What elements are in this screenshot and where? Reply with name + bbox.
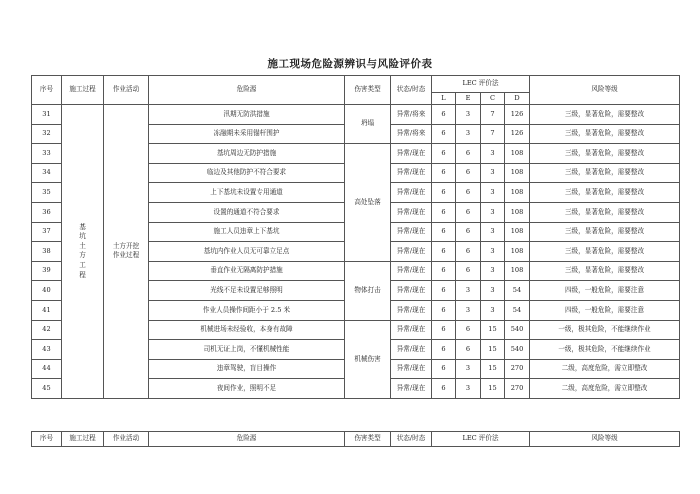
row-c: 7 bbox=[481, 105, 505, 125]
row-l: 6 bbox=[432, 242, 456, 262]
row-d: 270 bbox=[505, 359, 530, 379]
row-hazard: 设置的通道不符合要求 bbox=[149, 202, 345, 222]
row-l: 6 bbox=[432, 105, 456, 125]
row-c: 3 bbox=[481, 163, 505, 183]
footer-state: 状态/时态 bbox=[391, 432, 432, 447]
row-c: 15 bbox=[481, 340, 505, 360]
row-hazard: 临边及其他防护不符合要求 bbox=[149, 163, 345, 183]
row-risk: 三级，显著危险，需要整改 bbox=[530, 144, 680, 164]
hazard-table bbox=[31, 75, 680, 399]
row-d: 108 bbox=[505, 261, 530, 281]
table-body bbox=[32, 105, 680, 399]
row-hazard: 作业人员操作间距小于 2.5 米 bbox=[149, 300, 345, 320]
row-d: 54 bbox=[505, 281, 530, 301]
process-cell bbox=[62, 105, 104, 399]
header-process: 施工过程 bbox=[62, 76, 104, 105]
row-risk: 三级，显著危险，需要整改 bbox=[530, 124, 680, 144]
row-risk: 三级，显著危险，需要整改 bbox=[530, 105, 680, 125]
row-seq: 41 bbox=[32, 300, 62, 320]
row-e: 6 bbox=[456, 261, 481, 281]
row-hazard: 机械进场未经验收，本身有故障 bbox=[149, 320, 345, 340]
header-lec: LEC 评价法 bbox=[432, 76, 530, 93]
header-state: 状态/时态 bbox=[391, 76, 432, 105]
row-d: 108 bbox=[505, 242, 530, 262]
row-c: 3 bbox=[481, 222, 505, 242]
header-risk-level: 风险等级 bbox=[530, 76, 680, 105]
process-char: 土 bbox=[79, 241, 86, 250]
row-d: 108 bbox=[505, 163, 530, 183]
row-hazard: 基坑内作业人员无可靠立足点 bbox=[149, 242, 345, 262]
row-hazard: 垂直作业无隔离防护措施 bbox=[149, 261, 345, 281]
row-state: 异常/现在 bbox=[391, 202, 432, 222]
header-l: L bbox=[432, 93, 456, 105]
activity-cell bbox=[104, 105, 149, 399]
row-hazard: 违章驾驶，盲目操作 bbox=[149, 359, 345, 379]
row-state: 异常/现在 bbox=[391, 183, 432, 203]
row-seq: 43 bbox=[32, 340, 62, 360]
activity-line: 土方开挖 bbox=[112, 242, 140, 251]
injury-type-cell: 机械伤害 bbox=[345, 320, 391, 398]
row-d: 126 bbox=[505, 105, 530, 125]
header-seq: 序号 bbox=[32, 76, 62, 105]
row-risk: 四级，一般危险，需要注意 bbox=[530, 300, 680, 320]
row-d: 108 bbox=[505, 202, 530, 222]
row-state: 异常/现在 bbox=[391, 163, 432, 183]
page-title: 施工现场危险源辨识与风险评价表 bbox=[267, 58, 433, 70]
row-risk: 三级，显著危险，需要整改 bbox=[530, 222, 680, 242]
row-risk: 三级，显著危险，需要整改 bbox=[530, 183, 680, 203]
row-seq: 44 bbox=[32, 359, 62, 379]
row-seq: 40 bbox=[32, 281, 62, 301]
row-e: 6 bbox=[456, 163, 481, 183]
row-seq: 42 bbox=[32, 320, 62, 340]
header-e: E bbox=[456, 93, 481, 105]
row-hazard: 汛期无防洪措施 bbox=[149, 105, 345, 125]
row-seq: 34 bbox=[32, 163, 62, 183]
row-l: 6 bbox=[432, 163, 456, 183]
row-e: 3 bbox=[456, 379, 481, 399]
row-l: 6 bbox=[432, 340, 456, 360]
row-e: 3 bbox=[456, 359, 481, 379]
row-state: 异常/将来 bbox=[391, 105, 432, 125]
row-risk: 三级，显著危险，需要整改 bbox=[530, 261, 680, 281]
row-hazard: 冻融期未采用锚杆围护 bbox=[149, 124, 345, 144]
row-l: 6 bbox=[432, 124, 456, 144]
row-risk: 四级，一般危险，需要注意 bbox=[530, 281, 680, 301]
row-hazard: 夜间作业，照明不足 bbox=[149, 379, 345, 399]
row-c: 3 bbox=[481, 300, 505, 320]
row-seq: 35 bbox=[32, 183, 62, 203]
row-risk: 二级，高度危险，需立即整改 bbox=[530, 359, 680, 379]
row-state: 异常/现在 bbox=[391, 359, 432, 379]
row-state: 异常/现在 bbox=[391, 261, 432, 281]
row-e: 6 bbox=[456, 242, 481, 262]
row-c: 15 bbox=[481, 359, 505, 379]
row-c: 3 bbox=[481, 202, 505, 222]
row-risk: 三级，显著危险，需要整改 bbox=[530, 202, 680, 222]
row-l: 6 bbox=[432, 144, 456, 164]
row-c: 3 bbox=[481, 281, 505, 301]
row-state: 异常/现在 bbox=[391, 242, 432, 262]
row-state: 异常/现在 bbox=[391, 320, 432, 340]
row-risk: 二级，高度危险，需立即整改 bbox=[530, 379, 680, 399]
row-l: 6 bbox=[432, 300, 456, 320]
row-l: 6 bbox=[432, 202, 456, 222]
row-seq: 39 bbox=[32, 261, 62, 281]
process-char: 程 bbox=[79, 270, 86, 279]
activity-line: 作业过程 bbox=[112, 251, 140, 260]
row-e: 3 bbox=[456, 300, 481, 320]
process-char: 坑 bbox=[79, 232, 86, 241]
row-e: 6 bbox=[456, 202, 481, 222]
row-e: 6 bbox=[456, 222, 481, 242]
row-l: 6 bbox=[432, 261, 456, 281]
header-c: C bbox=[481, 93, 505, 105]
row-hazard: 基坑周边无防护措施 bbox=[149, 144, 345, 164]
row-risk: 三级，显著危险，需要整改 bbox=[530, 242, 680, 262]
footer-activity: 作业活动 bbox=[104, 432, 149, 447]
row-seq: 31 bbox=[32, 105, 62, 125]
row-hazard: 光线不足未设置足够照明 bbox=[149, 281, 345, 301]
header-activity: 作业活动 bbox=[104, 76, 149, 105]
row-l: 6 bbox=[432, 183, 456, 203]
row-seq: 37 bbox=[32, 222, 62, 242]
row-d: 270 bbox=[505, 379, 530, 399]
row-e: 6 bbox=[456, 183, 481, 203]
row-c: 15 bbox=[481, 320, 505, 340]
footer-seq: 序号 bbox=[32, 432, 62, 447]
header-injury-type: 伤害类型 bbox=[345, 76, 391, 105]
row-risk: 一级，极其危险，不能继续作业 bbox=[530, 340, 680, 360]
footer-hazard: 危险源 bbox=[149, 432, 345, 447]
row-e: 6 bbox=[456, 340, 481, 360]
row-l: 6 bbox=[432, 222, 456, 242]
row-e: 6 bbox=[456, 320, 481, 340]
injury-type-cell: 物体打击 bbox=[345, 261, 391, 320]
row-d: 108 bbox=[505, 222, 530, 242]
row-seq: 38 bbox=[32, 242, 62, 262]
row-l: 6 bbox=[432, 359, 456, 379]
injury-type-cell: 坍塌 bbox=[345, 105, 391, 144]
row-hazard: 上下基坑未设置专用通道 bbox=[149, 183, 345, 203]
row-seq: 33 bbox=[32, 144, 62, 164]
row-state: 异常/将来 bbox=[391, 124, 432, 144]
header-hazard: 危险源 bbox=[149, 76, 345, 105]
process-char: 基 bbox=[79, 222, 86, 231]
row-d: 54 bbox=[505, 300, 530, 320]
row-state: 异常/现在 bbox=[391, 222, 432, 242]
row-c: 3 bbox=[481, 242, 505, 262]
process-char: 方 bbox=[79, 251, 86, 260]
header-d: D bbox=[505, 93, 530, 105]
row-d: 126 bbox=[505, 124, 530, 144]
row-state: 异常/现在 bbox=[391, 340, 432, 360]
row-seq: 36 bbox=[32, 202, 62, 222]
row-d: 108 bbox=[505, 183, 530, 203]
row-state: 异常/现在 bbox=[391, 144, 432, 164]
row-state: 异常/现在 bbox=[391, 300, 432, 320]
row-seq: 45 bbox=[32, 379, 62, 399]
row-c: 3 bbox=[481, 183, 505, 203]
row-seq: 32 bbox=[32, 124, 62, 144]
row-state: 异常/现在 bbox=[391, 379, 432, 399]
row-d: 540 bbox=[505, 340, 530, 360]
footer-process: 施工过程 bbox=[62, 432, 104, 447]
footer-header-table bbox=[31, 431, 680, 447]
footer-risk-level: 风险等级 bbox=[530, 432, 680, 447]
row-hazard: 司机无证上岗，不懂机械性能 bbox=[149, 340, 345, 360]
row-hazard: 施工人员违章上下基坑 bbox=[149, 222, 345, 242]
row-risk: 三级，显著危险，需要整改 bbox=[530, 163, 680, 183]
row-d: 108 bbox=[505, 144, 530, 164]
row-d: 540 bbox=[505, 320, 530, 340]
row-c: 3 bbox=[481, 144, 505, 164]
row-c: 15 bbox=[481, 379, 505, 399]
row-l: 6 bbox=[432, 379, 456, 399]
row-state: 异常/现在 bbox=[391, 281, 432, 301]
row-c: 3 bbox=[481, 261, 505, 281]
row-l: 6 bbox=[432, 320, 456, 340]
row-c: 7 bbox=[481, 124, 505, 144]
footer-lec: LEC 评价法 bbox=[432, 432, 530, 447]
row-risk: 一级，极其危险，不能继续作业 bbox=[530, 320, 680, 340]
row-l: 6 bbox=[432, 281, 456, 301]
table-row bbox=[32, 105, 680, 125]
row-e: 3 bbox=[456, 281, 481, 301]
row-e: 6 bbox=[456, 144, 481, 164]
row-e: 3 bbox=[456, 124, 481, 144]
row-e: 3 bbox=[456, 105, 481, 125]
footer-injury-type: 伤害类型 bbox=[345, 432, 391, 447]
injury-type-cell: 高处坠落 bbox=[345, 144, 391, 262]
process-char: 工 bbox=[79, 261, 86, 269]
